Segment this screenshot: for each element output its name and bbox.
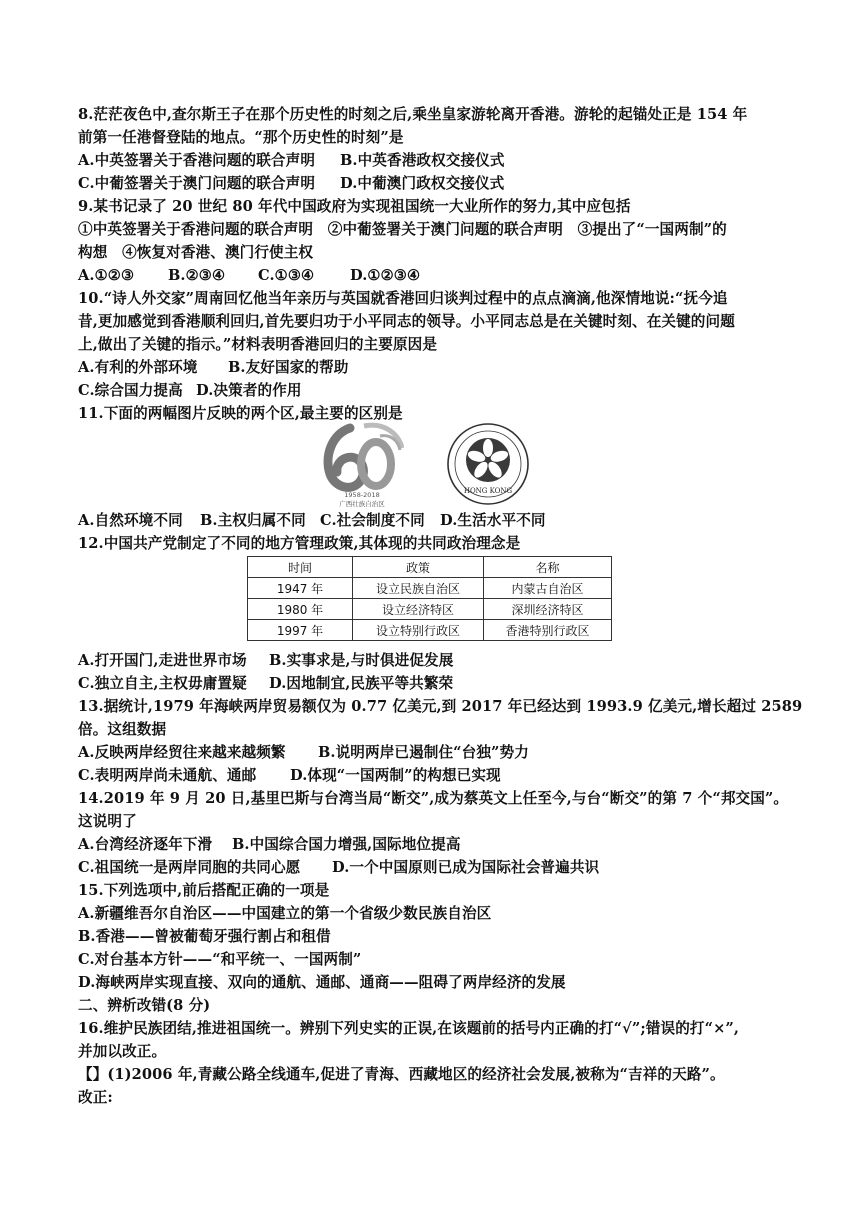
logo1-caption: 广西壮族自治区 <box>339 500 385 508</box>
table-cell: 1997 年 <box>248 620 353 641</box>
q10-option-c[interactable]: C.综合国力提高 <box>78 382 183 399</box>
q13-option-a[interactable]: A.反映两岸经贸往来越来越频繁 <box>78 744 286 761</box>
q9-option-d[interactable]: D.①②③④ <box>350 267 421 284</box>
q8-option-b[interactable]: B.中英香港政权交接仪式 <box>340 152 505 169</box>
q10-stem-line3: 上,做出了关键的指示。”材料表明香港回归的主要原因是 <box>78 336 438 353</box>
q12-option-d[interactable]: D.因地制宜,民族平等共繁荣 <box>269 675 454 692</box>
q8-options-row1 <box>78 150 798 172</box>
q15-option-c[interactable]: C.对台基本方针——“和平统一、一国两制” <box>78 951 362 968</box>
table-row <box>248 599 612 620</box>
q9-option-c[interactable]: C.①③④ <box>258 267 315 284</box>
q13-option-b[interactable]: B.说明两岸已遏制住“台独”势力 <box>318 744 529 761</box>
q10-options-row1 <box>78 357 798 379</box>
q16-item1[interactable]: 【】(1)2006 年,青藏公路全线通车,促进了青海、西藏地区的经济社会发展,被称为“吉祥的天路”。 <box>78 1066 725 1083</box>
q8-options-row2 <box>78 173 798 195</box>
q8-option-c[interactable]: C.中葡签署关于澳门问题的联合声明 <box>78 175 316 192</box>
section2-title: 二、辨析改错(8 分) <box>78 997 211 1014</box>
table-row <box>248 620 612 641</box>
hong-kong-emblem <box>446 422 530 506</box>
q15-option-b[interactable]: B.香港——曾被葡萄牙强行割占和租借 <box>78 928 331 945</box>
table-cell: 设立经济特区 <box>353 599 484 620</box>
q12-option-b[interactable]: B.实事求是,与时俱进促发展 <box>269 652 454 669</box>
q11-option-c[interactable]: C.社会制度不同 <box>320 512 425 529</box>
logo1-years: 1958-2018 <box>344 491 380 499</box>
q10-stem-line2: 昔,更加感觉到香港顺利回归,首先要归功于小平同志的领导。小平同志总是在关键时刻、在关键的问题 <box>78 313 735 330</box>
q14-option-c[interactable]: C.祖国统一是两岸同胞的共同心愿 <box>78 859 301 876</box>
table-cell: 深圳经济特区 <box>484 599 612 620</box>
table-header-policy: 政策 <box>353 557 484 578</box>
q10-option-b[interactable]: B.友好国家的帮助 <box>228 359 349 376</box>
q12-policy-table <box>247 556 612 641</box>
q14-options-row2 <box>78 857 798 879</box>
q15-option-d[interactable]: D.海峡两岸实现直接、双向的通航、通邮、通商——阻碍了两岸经济的发展 <box>78 974 566 991</box>
q9-stem-line2: ①中英签署关于香港问题的联合声明 ②中葡签署关于澳门问题的联合声明 ③提出了“一国两制”的 <box>78 221 727 238</box>
q13-option-c[interactable]: C.表明两岸尚未通航、通邮 <box>78 767 257 784</box>
table-cell: 设立特别行政区 <box>353 620 484 641</box>
table-header-name: 名称 <box>484 557 612 578</box>
q10-options-row2 <box>78 380 798 402</box>
q11-option-d[interactable]: D.生活水平不同 <box>440 512 546 529</box>
q10-option-a[interactable]: A.有利的外部环境 <box>78 359 198 376</box>
q12-stem: 12.中国共产党制定了不同的地方管理政策,其体现的共同政治理念是 <box>78 535 521 552</box>
q13-options-row2 <box>78 765 798 787</box>
q16-fix-label: 改正: <box>78 1089 113 1106</box>
q14-option-b[interactable]: B.中国综合国力增强,国际地位提高 <box>232 836 461 853</box>
table-cell: 设立民族自治区 <box>353 578 484 599</box>
table-header-row <box>248 557 612 578</box>
guangxi-60-anniversary-logo <box>320 420 404 508</box>
q14-option-d[interactable]: D.一个中国原则已成为国际社会普遍共识 <box>332 859 600 876</box>
q16-stem-line2: 并加以改正。 <box>78 1043 167 1060</box>
table-cell: 1980 年 <box>248 599 353 620</box>
logo2-text: HONG KONG <box>463 487 513 495</box>
q14-options-row1 <box>78 834 798 856</box>
q13-stem-line2: 倍。这组数据 <box>78 721 167 738</box>
q13-stem-line1: 13.据统计,1979 年海峡两岸贸易额仅为 0.77 亿美元,到 2017 年已经达到 1993.9 亿美元,增长超过 2589 <box>78 698 803 715</box>
q13-options-row1 <box>78 742 798 764</box>
q9-stem-line3: 构想 ④恢复对香港、澳门行使主权 <box>78 244 314 261</box>
table-cell: 香港特别行政区 <box>484 620 612 641</box>
q9-options-row <box>78 265 798 287</box>
q15-stem: 15.下列选项中,前后搭配正确的一项是 <box>78 882 330 899</box>
q11-options-row <box>78 510 798 532</box>
q11-option-b[interactable]: B.主权归属不同 <box>200 512 306 529</box>
q8-option-d[interactable]: D.中葡澳门政权交接仪式 <box>340 175 505 192</box>
q12-options-row2 <box>78 673 798 695</box>
q11-option-a[interactable]: A.自然环境不同 <box>78 512 183 529</box>
q14-stem-line2: 这说明了 <box>78 813 137 830</box>
table-cell: 1947 年 <box>248 578 353 599</box>
q10-option-d[interactable]: D.决策者的作用 <box>196 382 302 399</box>
table-cell: 内蒙古自治区 <box>484 578 612 599</box>
q11-stem: 11.下面的两幅图片反映的两个区,最主要的区别是 <box>78 405 403 422</box>
q9-stem-line1: 9.某书记录了 20 世纪 80 年代中国政府为实现祖国统一大业所作的努力,其中应包括 <box>78 198 631 215</box>
q14-option-a[interactable]: A.台湾经济逐年下滑 <box>78 836 213 853</box>
q13-option-d[interactable]: D.体现“一国两制”的构想已实现 <box>290 767 501 784</box>
q11-figures <box>320 420 540 510</box>
q12-option-a[interactable]: A.打开国门,走进世界市场 <box>78 652 247 669</box>
q12-options-row1 <box>78 650 798 672</box>
q8-option-a[interactable]: A.中英签署关于香港问题的联合声明 <box>78 152 316 169</box>
q14-stem-line1: 14.2019 年 9 月 20 日,基里巴斯与台湾当局“断交”,成为蔡英文上任至今,与台“断交”的第 7 个“邦交国”。 <box>78 790 789 807</box>
q9-option-a[interactable]: A.①②③ <box>78 267 135 284</box>
q12-option-c[interactable]: C.独立自主,主权毋庸置疑 <box>78 675 247 692</box>
q8-stem-line2: 前第一任港督登陆的地点。“那个历史性的时刻”是 <box>78 129 404 146</box>
table-row <box>248 578 612 599</box>
table-header-time: 时间 <box>248 557 353 578</box>
q16-stem-line1: 16.维护民族团结,推进祖国统一。辨别下列史实的正误,在该题前的括号内正确的打“√”;错误的打“×”, <box>78 1020 740 1037</box>
q9-option-b[interactable]: B.②③④ <box>168 267 226 284</box>
q15-option-a[interactable]: A.新疆维吾尔自治区——中国建立的第一个省级少数民族自治区 <box>78 905 492 922</box>
q10-stem-line1: 10.“诗人外交家”周南回忆他当年亲历与英国就香港回归谈判过程中的点点滴滴,他深情地说:“抚今追 <box>78 290 728 307</box>
q8-stem-line1: 8.茫茫夜色中,查尔斯王子在那个历史性的时刻之后,乘坐皇家游轮离开香港。游轮的起锚处正是 154 年 <box>78 106 748 123</box>
